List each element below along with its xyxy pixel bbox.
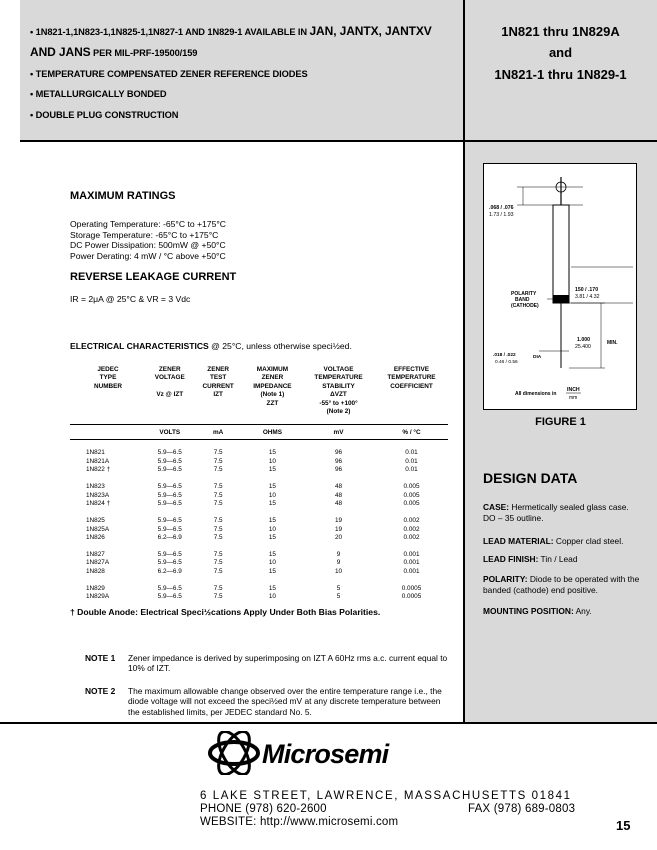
table-cell: 1N821A [86,457,110,465]
max-rating-line: Storage Temperature: -65°C to +175°C [70,229,219,240]
max-rating-line: Operating Temperature: -65°C to +175°C [70,219,226,229]
table-cell: 10 [268,559,276,567]
table-cell: 48 [334,499,343,507]
table-cell: 7.5 [213,457,223,465]
electrical-table [70,366,448,602]
table-cell: 6.2—6.9 [157,567,182,575]
table-row [70,559,448,567]
table-cell: 19 [334,517,343,525]
table-row [70,534,448,542]
table-cell: 15 [268,517,276,525]
mm-text: mm [569,395,578,401]
table-row [70,517,448,525]
table-cell: 15 [268,585,276,592]
feature-bullet-4: • METALLURGICALLY BONDED [30,89,167,99]
reverse-leakage-line: IR = 2μA @ 25°C & VR = 3 Vdc [70,294,191,304]
design-mounting: MOUNTING POSITION: Any. [483,606,592,616]
table-cell: 1N823 [86,483,105,491]
table-row [70,568,448,576]
table-cell: 5.9—6.5 [157,593,182,601]
table-cell: 48 [334,491,343,499]
table-row [70,483,448,491]
table-cell: 15 [268,483,276,491]
table-cell: 0.01 [405,466,418,474]
table-row [70,551,448,559]
table-cell: 19 [334,525,343,533]
electrical-title: ELECTRICAL CHARACTERISTICS @ 25°C, unless otherwise speci½ed. [70,341,352,351]
table-cell: 1N821 [86,449,105,457]
polarity-label-2: BAND [515,297,530,303]
design-lead-finish: LEAD FINISH: Tin / Lead [483,554,578,564]
table-cell: 0.0005 [401,585,422,592]
table-cell: 1N824 † [86,499,111,507]
dia-label: DIA [533,355,542,360]
table-cell: 0.002 [403,525,420,533]
table-row [70,492,448,500]
company-phone: PHONE (978) 620-2600 [200,803,327,815]
table-header-row [70,366,448,416]
col-tc: EFFECTIVE TEMPERATURE COEFFICIENT [387,366,436,390]
part-number-line-3: 1N821-1 thru 1N829-1 [494,67,627,82]
table-cell: 96 [334,466,343,474]
table-cell: 1N825A [86,525,110,533]
table-cell: 15 [268,499,276,507]
table-cell: 15 [268,551,276,559]
table-cell: 5.9—6.5 [157,499,182,507]
table-cell: 0.002 [403,517,420,525]
double-anode-footnote: † Double Anode: Electrical Speci½cations Apply Under Both Bias Polarities. [70,607,381,617]
table-cell: 1N823A [86,491,110,499]
table-row [70,449,448,457]
max-ratings-list [70,219,226,261]
table-cell: 1N827A [86,559,110,567]
table-cell: 1N829 [86,585,105,592]
table-cell: 48 [334,483,343,491]
table-cell: 6.2—6.9 [157,533,182,541]
note-2-label: NOTE 2 [85,686,116,696]
dim-len-text: 1.000 [577,337,590,343]
part-number-line-1: 1N821 thru 1N829A [501,24,620,39]
table-cell: 15 [268,449,276,457]
table-cell: 0.005 [403,483,420,491]
dim-body-mm-text: 3.81 / 4.32 [575,294,600,300]
microsemi-logo-icon [204,731,400,775]
max-rating-line: DC Power Dissipation: 500mW @ +50°C [70,240,226,251]
divider-footer [0,722,657,724]
design-polarity: POLARITY: Diode to be operated with the banded (cathode) end positive. [483,574,640,596]
table-cell: 96 [334,457,343,465]
table-cell: 0.005 [403,499,420,507]
table-cell: 7.5 [213,466,223,474]
design-data-title: DESIGN DATA [483,470,578,486]
dim-dia-text: .018 / .022 [493,353,516,358]
company-address: 6 LAKE STREET, LAWRENCE, MASSACHUSETTS 01841 [200,790,572,802]
note-1-label: NOTE 1 [85,653,116,663]
feature-bullet-1: • 1N821-1,1N823-1,1N825-1,1N827-1 AND 1N829-1 AVAILABLE IN JAN, JANTX, JANTXV [30,24,432,38]
note-2-text: The maximum allowable change observed over the entire temperature range i.e., the diode voltage will not exceed the speci½ed mV at any discrete temperature between the established limits, per JEDEC standard No. 5. [128,686,442,717]
col-dvzt: VOLTAGE TEMPERATURE STABILITY ΔVZT -55° to +100° (Note 2) [314,366,363,416]
table-cell: 0.001 [403,559,420,567]
table-cell: 7.5 [213,593,223,601]
all-dims-text: All dimensions in [515,391,557,397]
company-fax: FAX (978) 689-0803 [468,803,576,815]
dim-lead-mm-text: 1.73 / 1.93 [489,212,514,218]
table-cell: 15 [268,533,276,541]
table-cell: 5 [336,593,341,601]
table-cell: 5.9—6.5 [157,483,182,491]
table-row [70,585,448,593]
logo-wordmark: Microsemi [262,739,389,769]
table-cell: 10 [268,491,276,499]
feature-bullet-2: AND JANS PER MIL-PRF-19500/159 [30,45,198,59]
polarity-label-3: (CATHODE) [511,303,539,309]
table-cell: 0.002 [403,533,420,541]
dim-dia-mm-text: 0.46 / 0.56 [495,360,518,365]
col-jedec: JEDEC TYPE NUMBER [93,366,123,390]
part-number-line-2: and [548,45,573,60]
table-cell: 5.9—6.5 [157,525,182,533]
dim-body-text: 150 / .170 [575,287,599,293]
table-cell: 7.5 [213,491,223,499]
table-cell: 15 [268,567,276,575]
table-cell: 7.5 [213,585,223,592]
table-cell: 0.005 [403,491,420,499]
table-cell: 7.5 [213,559,223,567]
divider-vertical [463,0,465,722]
col-vz: ZENER VOLTAGE Vz @ IZT [154,366,185,399]
feature-bullet-3: • TEMPERATURE COMPENSATED ZENER REFERENCE DIODES [30,69,308,79]
table-row [70,466,448,474]
table-cell: 7.5 [213,533,223,541]
table-cell: 7.5 [213,483,223,491]
max-rating-line: Power Derating: 4 mW / °C above +50°C [70,250,226,261]
table-cell: 7.5 [213,449,223,457]
table-row [70,526,448,534]
table-cell: 7.5 [213,551,223,559]
table-cell: 15 [268,466,276,474]
table-row [70,593,448,601]
table-cell: 5.9—6.5 [157,457,182,465]
dim-len-mm-text: 25.400 [575,344,591,350]
table-cell: 7.5 [213,525,223,533]
table-cell: 0.001 [403,551,420,559]
table-cell: 0.001 [403,567,420,575]
table-cell: 9 [336,559,341,567]
table-cell: 5.9—6.5 [157,585,182,592]
table-cell: 1N826 [86,533,105,541]
table-cell: 10 [268,593,276,601]
inch-text: INCH [567,387,580,393]
table-cell: 5.9—6.5 [157,551,182,559]
table-cell: 20 [334,533,343,541]
table-cell: 7.5 [213,517,223,525]
company-website: WEBSITE: http://www.microsemi.com [200,816,399,828]
design-case: CASE: Hermetically sealed glass case. DO – 35 outline. [483,502,629,524]
cathode-band [553,295,569,303]
table-cell: 0.01 [405,457,418,465]
table-cell: 1N822 † [86,466,111,474]
note-1-text: Zener impedance is derived by superimposing on IZT A 60Hz rms a.c. current equal to 10% of IZT. [128,653,448,674]
table-cell: 1N827 [86,551,105,559]
table-cell: 5.9—6.5 [157,559,182,567]
reverse-leakage-title: REVERSE LEAKAGE CURRENT [70,271,237,283]
table-cell: 1N829A [86,593,110,601]
table-row [70,500,448,508]
design-lead-material: LEAD MATERIAL: Copper clad steel. [483,536,624,546]
col-zzt: MAXIMUM ZENER IMPEDANCE (Note 1) ZZT [253,366,292,407]
page-number: 15 [616,818,631,833]
divider-header [20,140,657,142]
table-cell: 10 [334,567,343,575]
table-cell: 1N828 [86,567,105,575]
table-cell: 10 [268,457,276,465]
table-cell: 9 [336,551,341,559]
company-logo [204,731,400,775]
polarity-label-1: POLARITY [511,291,537,297]
dim-len-min-text: MIN. [607,340,618,346]
table-cell: 5.9—6.5 [157,466,182,474]
table-units-row: VOLTS mA OHMS mV % / °C [70,425,448,440]
figure-1-outline-drawing [483,163,637,410]
table-cell: 96 [334,449,343,457]
table-cell: 7.5 [213,499,223,507]
table-row [70,458,448,466]
diode-body [553,205,569,303]
table-cell: 0.0005 [401,593,422,601]
max-ratings-title: MAXIMUM RATINGS [70,190,176,202]
table-cell: 1N825 [86,517,105,525]
table-cell: 10 [268,525,276,533]
table-cell: 5.9—6.5 [157,491,182,499]
table-cell: 5 [336,585,341,592]
feature-bullet-5: • DOUBLE PLUG CONSTRUCTION [30,110,179,120]
table-cell: 7.5 [213,567,223,575]
dim-lead-text: .068 / .076 [489,205,514,211]
table-cell: 5.9—6.5 [157,449,182,457]
table-cell: 5.9—6.5 [157,517,182,525]
col-izt: ZENER TEST CURRENT IZT [202,366,234,399]
table-cell: 0.01 [405,449,418,457]
figure-1-label: FIGURE 1 [535,416,586,428]
